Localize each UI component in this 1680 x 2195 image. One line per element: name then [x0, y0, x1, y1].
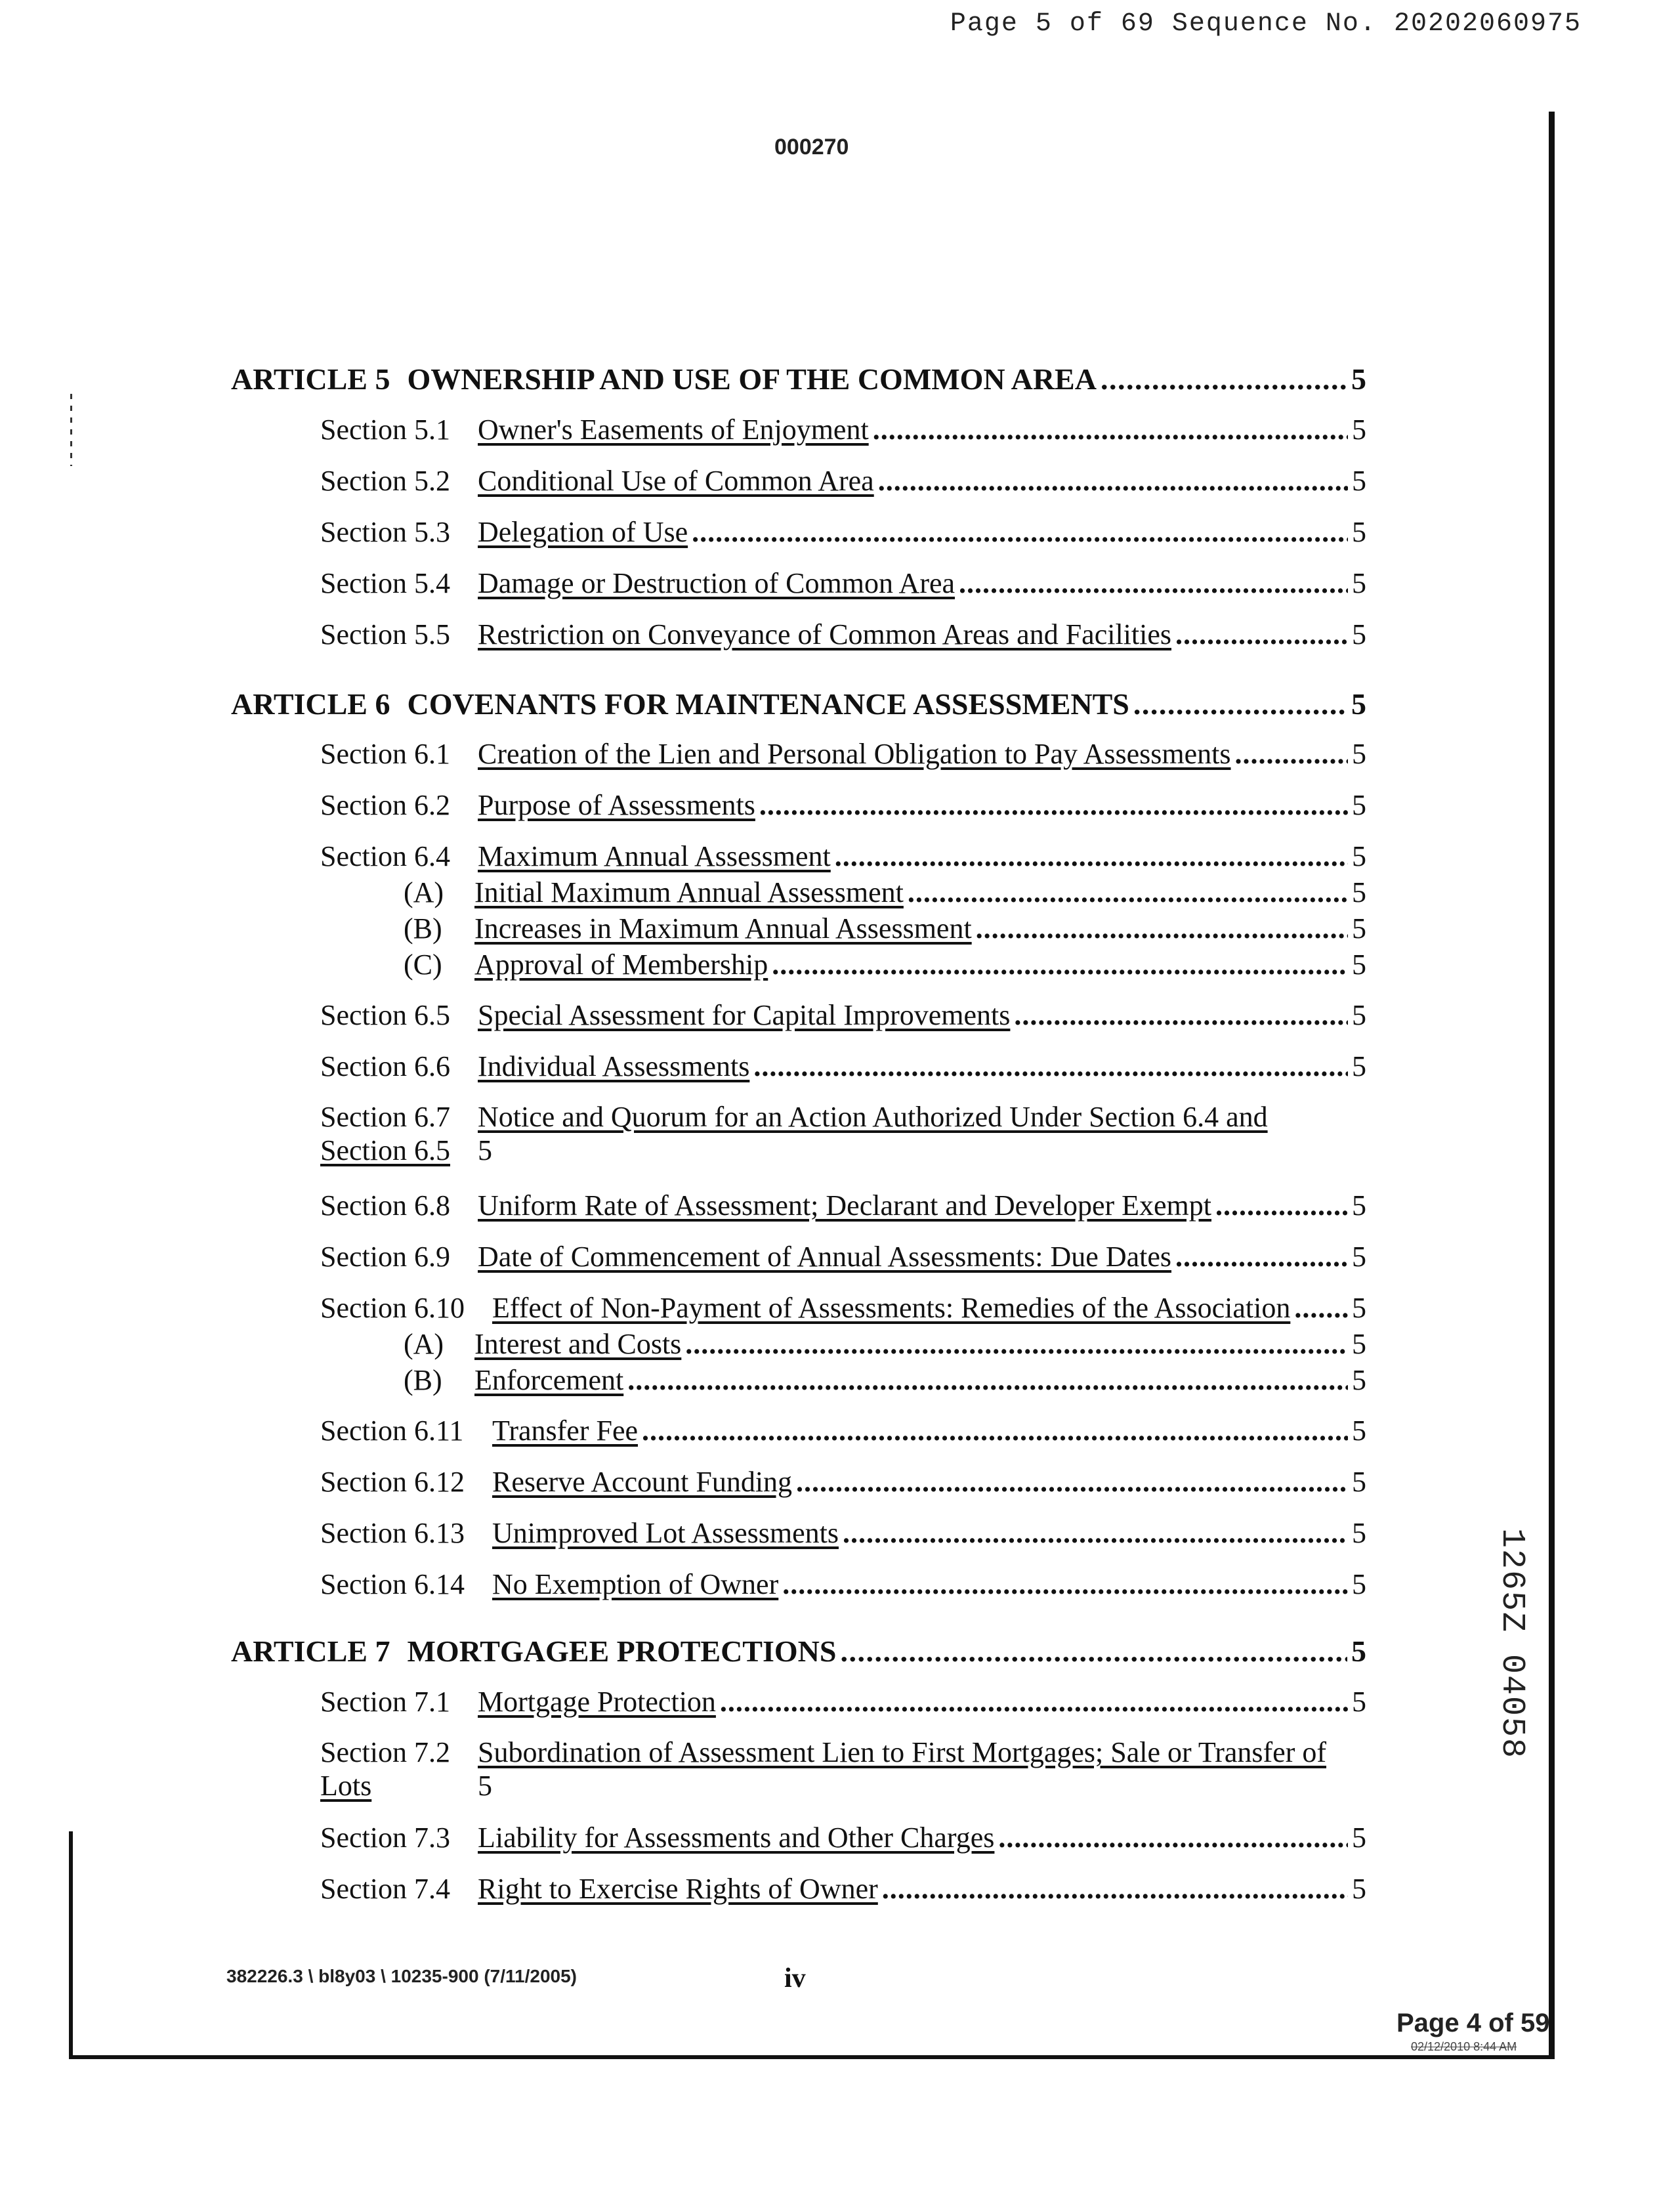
dot-leader: [878, 465, 1348, 498]
dot-leader: [627, 1364, 1348, 1397]
subsection-title: Increases in Maximum Annual Assessment: [474, 912, 972, 945]
toc-subsection-6-4-c[interactable]: [404, 948, 1366, 982]
section-label: Section 7.3: [320, 1822, 450, 1854]
toc-article-5[interactable]: [231, 362, 1366, 397]
article-label: ARTICLE 6: [231, 687, 390, 721]
dot-leader: [1175, 618, 1348, 652]
section-label: Section 6.9: [320, 1241, 450, 1273]
section-title: No Exemption of Owner: [492, 1568, 779, 1600]
dot-leader: [873, 414, 1348, 447]
section-label: Section 7.1: [320, 1686, 450, 1718]
dot-leader: [840, 1634, 1347, 1669]
section-label-continued: Lots: [320, 1769, 372, 1802]
toc-section-5-2[interactable]: [320, 465, 1366, 498]
page-number: 5: [1351, 1634, 1366, 1668]
subsection-title: Approval of Membership: [474, 948, 768, 981]
dot-leader: [759, 789, 1348, 822]
toc-section-7-4[interactable]: [320, 1873, 1366, 1906]
page-number: 5: [1352, 948, 1366, 981]
section-label: Section 6.14: [320, 1568, 465, 1600]
section-label: Section 6.5: [320, 999, 450, 1031]
dot-leader: [1175, 1241, 1348, 1274]
section-label: Section 5.5: [320, 618, 450, 650]
section-label: Section 7.2: [320, 1736, 450, 1768]
section-title: Effect of Non-Payment of Assessments: Remedies of the Association: [492, 1292, 1291, 1324]
page-number: 5: [1352, 465, 1366, 497]
section-label: Section 6.7: [320, 1101, 450, 1133]
bottom-border-rule: [69, 2055, 1555, 2059]
section-title: Special Assessment for Capital Improvements: [478, 999, 1011, 1031]
section-label: Section 6.1: [320, 738, 450, 770]
section-title: Maximum Annual Assessment: [478, 840, 831, 872]
toc-section-6-2[interactable]: [320, 789, 1366, 822]
section-title: Subordination of Assessment Lien to First Mortgages; Sale or Transfer of: [478, 1736, 1327, 1768]
dot-leader: [772, 948, 1348, 982]
section-label: Section 5.3: [320, 516, 450, 548]
footer-page-roman: iv: [784, 1963, 806, 1993]
section-label: Section 6.2: [320, 789, 450, 821]
toc-section-7-1[interactable]: [320, 1686, 1366, 1719]
dot-leader: [753, 1050, 1348, 1084]
toc-article-6[interactable]: [231, 687, 1366, 722]
page-number: 5: [1352, 840, 1366, 872]
subsection-label: (A): [404, 876, 444, 908]
section-title: Reserve Account Funding: [492, 1466, 793, 1498]
page-number: 5: [1352, 1415, 1366, 1447]
dot-leader: [1215, 1189, 1348, 1223]
toc-section-6-6[interactable]: [320, 1050, 1366, 1084]
dot-leader: [976, 912, 1348, 946]
page-number: 5: [1352, 738, 1366, 770]
page-number: 5: [1352, 1189, 1366, 1222]
section-label: Section 6.11: [320, 1415, 464, 1447]
dot-leader: [782, 1568, 1348, 1602]
page-number: 5: [1351, 362, 1366, 396]
page-number: 5: [1352, 1328, 1366, 1360]
toc-subsection-6-4-b[interactable]: [404, 912, 1366, 946]
section-title: Purpose of Assessments: [478, 789, 755, 821]
dot-leader: [720, 1686, 1348, 1719]
toc-section-6-4[interactable]: [320, 840, 1366, 874]
section-title: Mortgage Protection: [478, 1686, 716, 1718]
section-title: Date of Commencement of Annual Assessments: Due Dates: [478, 1241, 1172, 1273]
section-label: Section 6.8: [320, 1189, 450, 1222]
dot-leader: [1133, 687, 1347, 722]
toc-section-6-14[interactable]: [320, 1568, 1366, 1602]
page-number: 5: [1351, 687, 1366, 721]
dot-leader: [685, 1328, 1348, 1361]
dot-leader: [1014, 999, 1348, 1033]
section-label: Section 6.6: [320, 1050, 450, 1082]
dot-leader: [882, 1873, 1348, 1906]
page-number: 5: [1352, 516, 1366, 548]
section-title: Damage or Destruction of Common Area: [478, 567, 956, 599]
section-title: Restriction on Conveyance of Common Areas and Facilities: [478, 618, 1172, 650]
dot-leader: [1235, 738, 1348, 771]
toc-section-5-3[interactable]: [320, 516, 1366, 549]
section-label: Section 5.2: [320, 465, 450, 497]
article-title: OWNERSHIP AND USE OF THE COMMON AREA: [407, 362, 1097, 396]
page-number: 5: [1352, 1873, 1366, 1905]
page-number: 5: [1352, 1292, 1366, 1324]
article-label: ARTICLE 5: [231, 362, 390, 396]
toc-article-7[interactable]: [231, 1634, 1366, 1669]
page-number: 5: [478, 1769, 492, 1802]
page-number: 5: [1352, 567, 1366, 599]
document-number: 000270: [774, 135, 849, 160]
toc-section-6-7[interactable]: [320, 1101, 1268, 1167]
dot-leader: [835, 840, 1348, 874]
toc-section-6-12[interactable]: [320, 1466, 1366, 1499]
sequence-header: Page 5 of 69 Sequence No. 20202060975: [950, 9, 1582, 39]
section-title: Liability for Assessments and Other Charges: [478, 1822, 995, 1854]
section-label: Section 6.10: [320, 1292, 465, 1324]
page-number: 5: [1352, 1241, 1366, 1273]
section-title: Unimproved Lot Assessments: [492, 1517, 839, 1549]
section-label-continued: Section 6.5: [320, 1134, 450, 1166]
toc-section-5-1[interactable]: [320, 414, 1366, 447]
section-title: Transfer Fee: [492, 1415, 638, 1447]
section-title: Owner's Easements of Enjoyment: [478, 414, 869, 446]
section-title: Uniform Rate of Assessment; Declarant and Developer Exempt: [478, 1189, 1212, 1222]
subsection-label: (A): [404, 1328, 444, 1360]
article-title: MORTGAGEE PROTECTIONS: [407, 1634, 837, 1668]
section-label: Section 6.4: [320, 840, 450, 872]
page-number: 5: [1352, 1466, 1366, 1498]
page-number: 5: [1352, 1822, 1366, 1854]
section-label: Section 7.4: [320, 1873, 450, 1905]
section-label: Section 6.13: [320, 1517, 465, 1549]
toc-section-6-11[interactable]: [320, 1415, 1366, 1448]
page-number: 5: [1352, 1568, 1366, 1600]
section-title: Delegation of Use: [478, 516, 688, 548]
toc-section-6-10[interactable]: [320, 1292, 1366, 1325]
section-label: Section 5.4: [320, 567, 450, 599]
dot-leader: [998, 1822, 1348, 1855]
section-title: Notice and Quorum for an Action Authorized Under Section 6.4 and: [478, 1101, 1268, 1133]
page-number: 5: [1352, 1517, 1366, 1549]
dot-leader: [692, 516, 1348, 549]
section-title: Right to Exercise Rights of Owner: [478, 1873, 878, 1905]
toc-section-7-2[interactable]: [320, 1736, 1326, 1802]
page-number: 5: [1352, 789, 1366, 821]
dot-leader: [796, 1466, 1348, 1499]
dot-leader: [642, 1415, 1348, 1448]
page-of-indicator: Page 4 of 59: [1396, 2009, 1550, 2037]
dot-leader: [1101, 362, 1347, 397]
page-number: 5: [1352, 1686, 1366, 1718]
toc-section-5-5[interactable]: [320, 618, 1366, 652]
toc-section-5-4[interactable]: [320, 567, 1366, 601]
page-number: 5: [1352, 414, 1366, 446]
page-number: 5: [1352, 912, 1366, 945]
section-title: Conditional Use of Common Area: [478, 465, 874, 497]
subsection-title: Initial Maximum Annual Assessment: [474, 876, 904, 908]
toc-subsection-6-10-a[interactable]: [404, 1328, 1366, 1361]
toc-section-6-13[interactable]: [320, 1517, 1366, 1550]
article-title: COVENANTS FOR MAINTENANCE ASSESSMENTS: [407, 687, 1129, 721]
toc-subsection-6-10-b[interactable]: [404, 1364, 1366, 1397]
page-number: 5: [1352, 618, 1366, 650]
dot-leader: [843, 1517, 1348, 1550]
side-stamp-code: 1265Z 04058: [1493, 1528, 1530, 1760]
page-number: 5: [1352, 1364, 1366, 1396]
subsection-label: (B): [404, 912, 442, 945]
subsection-label: (C): [404, 948, 442, 981]
page-number: 5: [1352, 1050, 1366, 1082]
toc-subsection-6-4-a[interactable]: [404, 876, 1366, 910]
subsection-label: (B): [404, 1364, 442, 1396]
section-title: Creation of the Lien and Personal Obligation to Pay Assessments: [478, 738, 1231, 770]
page-number: 5: [1352, 999, 1366, 1031]
dot-leader: [1294, 1292, 1348, 1325]
section-title: Individual Assessments: [478, 1050, 750, 1082]
dot-leader: [959, 567, 1348, 601]
page-number: 5: [478, 1134, 492, 1166]
page-number: 5: [1352, 876, 1366, 908]
section-label: Section 6.12: [320, 1466, 465, 1498]
toc-section-6-9[interactable]: [320, 1241, 1366, 1274]
toc-section-6-5[interactable]: [320, 999, 1366, 1033]
dot-leader: [908, 876, 1348, 910]
section-label: Section 5.1: [320, 414, 450, 446]
subsection-title: Interest and Costs: [474, 1328, 682, 1360]
toc-section-6-8[interactable]: [320, 1189, 1366, 1223]
toc-section-6-1[interactable]: [320, 738, 1366, 771]
subsection-title: Enforcement: [474, 1364, 624, 1396]
footer-document-id: 382226.3 \ bl8y03 \ 10235-900 (7/11/2005): [226, 1966, 577, 1986]
stamp-date: 02/12/2010 8:44 AM: [1411, 2040, 1517, 2053]
article-label: ARTICLE 7: [231, 1634, 390, 1668]
toc-section-7-3[interactable]: [320, 1822, 1366, 1855]
